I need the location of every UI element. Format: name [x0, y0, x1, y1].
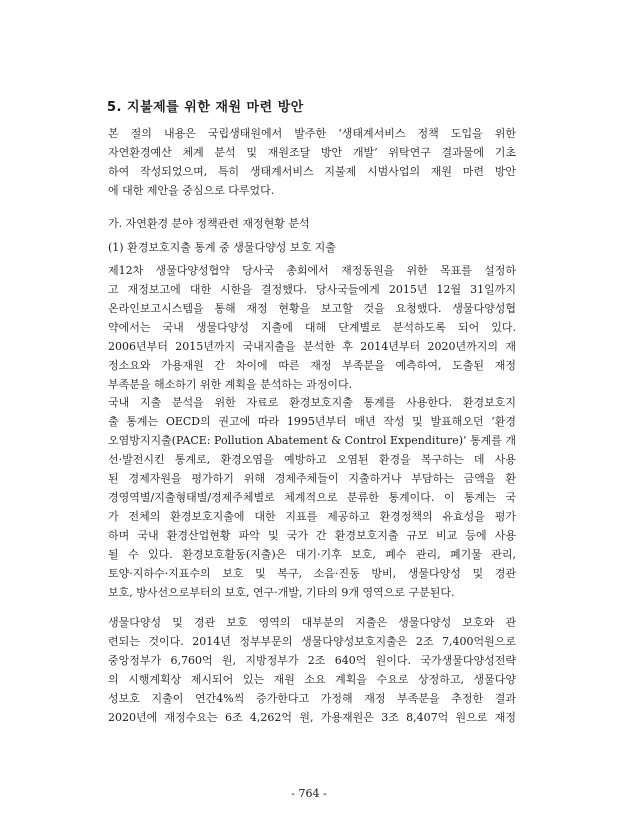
intro-paragraph [108, 124, 516, 200]
text-line: 중앙정부가 6,760억 원, 지방정부가 2조 640억 원이다. 국가생물다양성전략 [108, 654, 516, 667]
text-line: 자연환경예산 체계 분석 및 재원조달 방안 개발’ 위탁연구 결과물에 기초 [108, 146, 516, 159]
subheading-ga: 가. 자연환경 분야 정책관련 재정현황 분석 [108, 217, 310, 230]
text-line: 경영역별/지출형태별/경제주체별로 체계적으로 분류한 통계이다. 이 통계는 국 [108, 491, 516, 504]
section-heading: 5. 지불제를 위한 재원 마련 방안 [107, 100, 304, 115]
text-line: 토양·지하수·지표수의 보호 및 복구, 소음·진동 방비, 생물다양성 및 경관 [108, 567, 516, 580]
subheading-1: (1) 환경보호지출 통계 중 생물다양성 보호 지출 [108, 241, 336, 254]
text-line: 온라인보고시스템을 통해 재정 현황을 보고할 것을 요청했다. 생물다양성협 [108, 302, 516, 315]
text-line: 출 통계는 OECD의 권고에 따라 1995년부터 매년 작성 및 발표해오던 ‘환경 [108, 415, 516, 428]
text-line: 정소요와 가용재원 간 차이에 따른 재정 부족분을 예측하여, 도출된 재정 [108, 359, 516, 372]
text-line: 약에서는 국내 생물다양성 지출에 대해 단계별로 분석하도록 되어 있다. [108, 321, 516, 334]
text-line: 본 절의 내용은 국립생태원에서 발주한 ‘생태계서비스 정책 도입을 위한 [108, 127, 516, 140]
paragraph-3 [108, 613, 516, 727]
text-line: 하여 작성되었으며, 특히 생태계서비스 지불제 시범사업의 재원 마련 방안 [108, 165, 516, 178]
text-line: 부족분을 해소하기 위한 계획을 분석하는 과정이다. [108, 378, 353, 391]
text-line: 오염방지지출(PACE: Pollution Abatement & Control Expenditure)’ 통계를 개 [108, 434, 516, 447]
text-line: 될 수 있다. 환경보호활동(지출)은 대기·기후 보호, 폐수 관리, 폐기물 관리, [108, 548, 516, 561]
text-line: 된 경제자원을 평가하기 위해 경제주체들이 지출하거나 부담하는 금액을 환 [108, 472, 516, 485]
text-line: 고 재정보고에 대한 시한을 결정했다. 당사국들에게 2015년 12월 31일까지 [108, 283, 516, 296]
text-line: 2006년부터 2015년까지 국내지출을 분석한 후 2014년부터 2020년까지의 재 [108, 340, 516, 353]
text-line: 2020년에 재정수요는 6조 4,262억 원, 가용재원은 3조 8,407억 원으로 재정 [108, 711, 516, 724]
text-line: 제12차 생물다양성협약 당사국 총회에서 재정동원을 위한 목표를 설정하 [108, 264, 516, 277]
text-line: 생물다양성 및 경관 보호 영역의 대부분의 지출은 생물다양성 보호와 관 [108, 616, 516, 629]
page-number: - 764 - [291, 787, 327, 800]
text-line: 에 대한 제안을 중심으로 다루었다. [108, 184, 275, 197]
text-line: 가 전체의 환경보호지출에 대한 지표를 제공하고 환경정책의 유효성을 평가 [108, 510, 516, 523]
text-line: 성보호 지출이 연간4%씩 증가한다고 가정해 재정 부족분을 추정한 결과 [108, 692, 516, 705]
text-line: 보호, 방사선으로부터의 보호, 연구·개발, 기타의 9개 영역으로 구분된다. [108, 586, 455, 599]
text-line: 련되는 것이다. 2014년 정부부문의 생물다양성보호지출은 2조 7,400억원으로 [108, 635, 516, 648]
text-line: 하며 국내 환경산업현황 파악 및 국가 간 환경보호지출 규모 비교 등에 사용 [108, 529, 516, 542]
paragraph-2 [108, 393, 516, 602]
paragraph-1 [108, 261, 516, 394]
text-line: 의 시행계획상 제시되어 있는 재원 소요 계획을 수요로 상정하고, 생물다양 [108, 673, 516, 686]
text-line: 선·발전시킨 통계로, 환경오염을 예방하고 오염된 환경을 복구하는 데 사용 [108, 453, 516, 466]
text-line: 국내 지출 분석을 위한 자료로 환경보호지출 통계를 사용한다. 환경보호지 [108, 396, 516, 409]
